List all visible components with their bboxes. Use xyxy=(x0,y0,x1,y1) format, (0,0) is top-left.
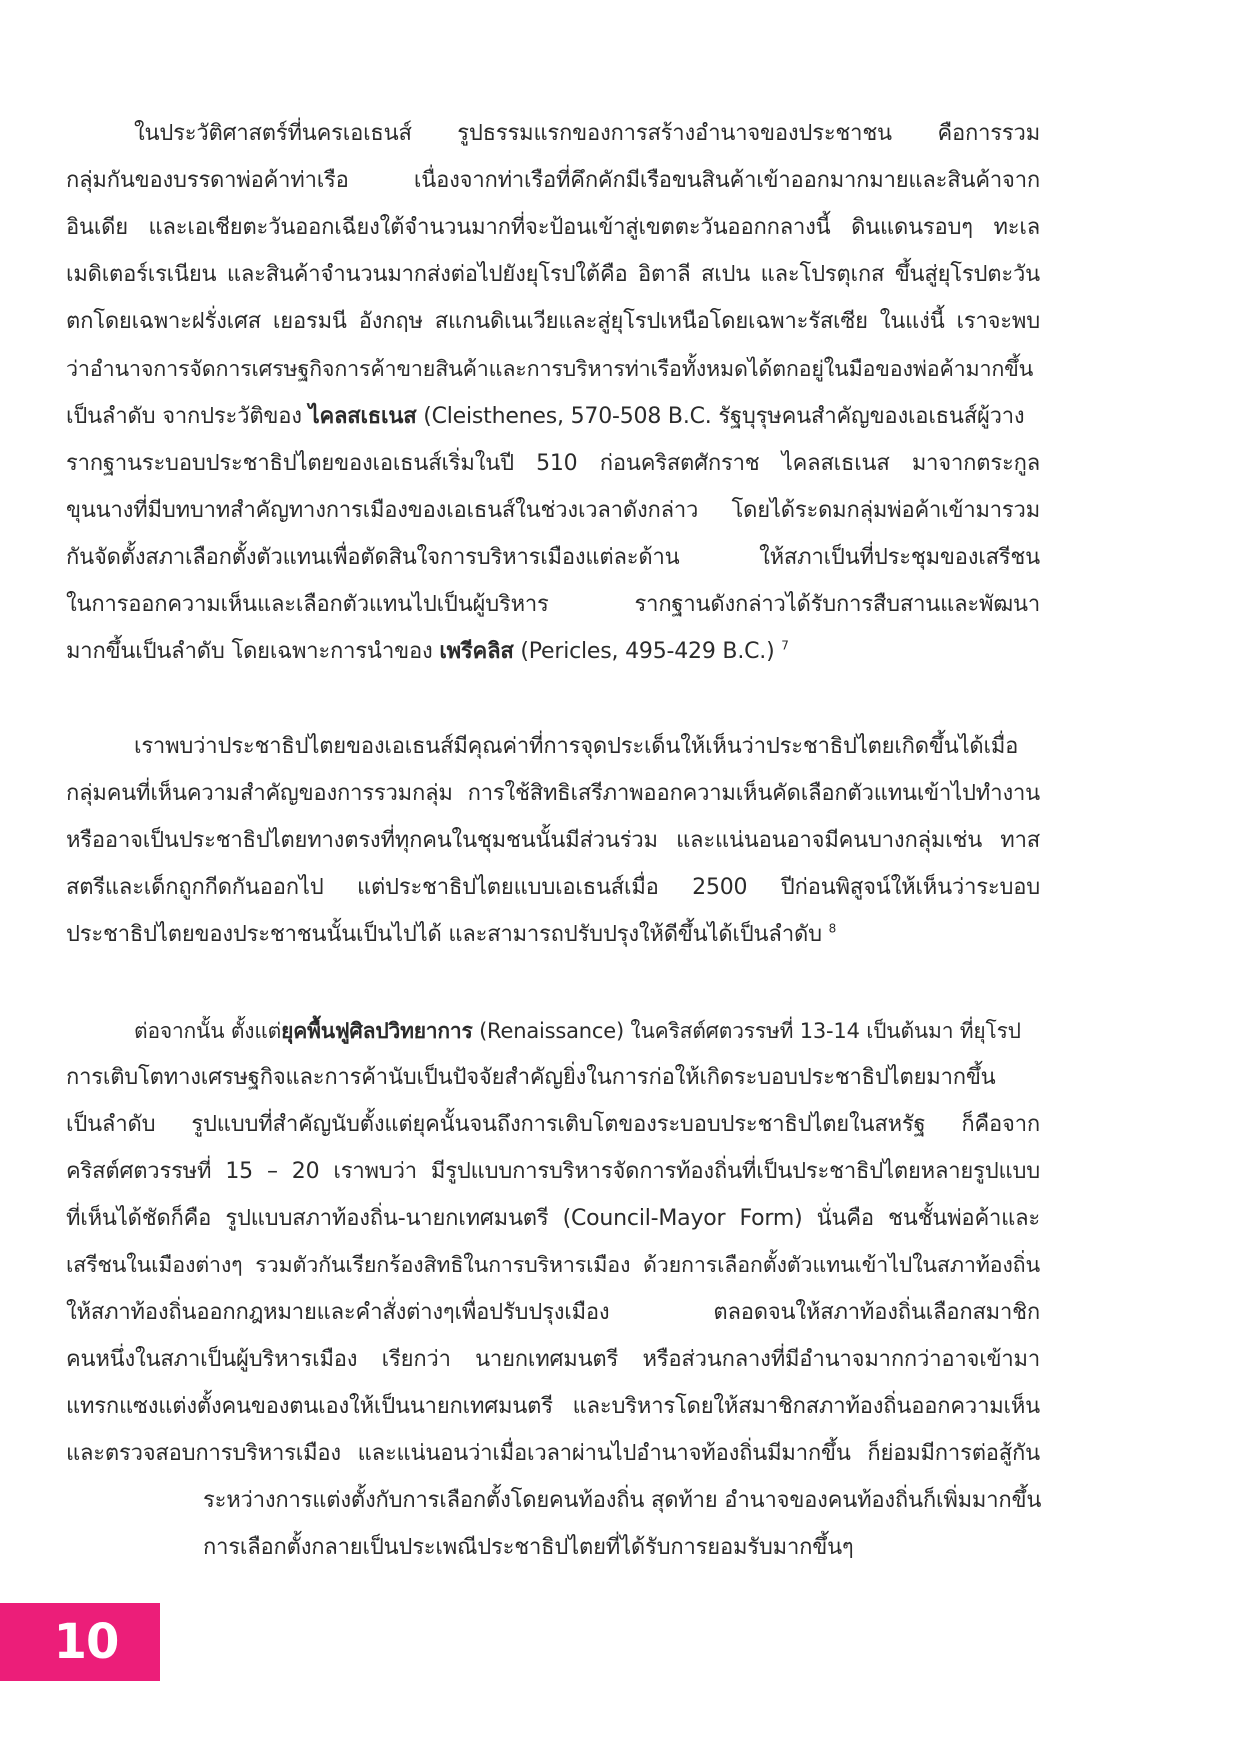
text-segment: (Cleisthenes, 570-508 B.C. รัฐบุรุษคนสำคัญของเอเธนส์ผู้วาง xyxy=(416,404,1025,429)
text-line: ว่าอำนาจการจัดการเศรษฐกิจการค้าขายสินค้าและการบริหารท่าเรือทั้งหมดได้ตกอยู่ในมือของพ่อค้ามากขึ้น xyxy=(66,357,1034,382)
text-line xyxy=(66,402,1040,432)
text-segment: (Pericles, 495-429 B.C.) xyxy=(513,639,775,664)
text-line xyxy=(66,920,1040,950)
text-segment: เป็นลำดับ จากประวัติของ xyxy=(66,404,309,429)
text-line: หรืออาจเป็นประชาธิปไตยทางตรงที่ทุกคนในชุมชนนั้นมีส่วนร่วม และแน่นอนอาจมีคนบางกลุ่มเช่น ทาส xyxy=(66,828,1040,853)
text-segment: (Renaissance) ในคริสต์ศตวรรษที่ 13-14 เป็นต้นมา ที่ยุโรป xyxy=(472,1019,1021,1043)
text-line xyxy=(134,1016,1040,1046)
text-segment: ประชาธิปไตยของประชาชนนั้นเป็นไปได้ และสามารถปรับปรุงให้ดีขึ้นได้เป็นลำดับ xyxy=(66,922,822,947)
text-line: อินเดีย และเอเชียตะวันออกเฉียงใต้จำนวนมากที่จะป้อนเข้าสู่เขตตะวันออกกลางนี้ ดินแดนรอบๆ ทะเล xyxy=(66,215,1040,240)
footnote-marker: 8 xyxy=(828,921,837,936)
text-line: สตรีและเด็กถูกกีดกันออกไป แต่ประชาธิปไตยแบบเอเธนส์เมื่อ 2500 ปีก่อนพิสูจน์ให้เห็นว่าระบอบ xyxy=(66,875,1040,900)
bold-term-cleisthenes: ไคลสเธเนส xyxy=(308,404,417,429)
text-line: ระหว่างการแต่งตั้งกับการเลือกตั้งโดยคนท้องถิ่น สุดท้าย อำนาจของคนท้องถิ่นก็เพิ่มมากขึ้น xyxy=(203,1488,1042,1513)
text-line: เสรีชนในเมืองต่างๆ รวมตัวกันเรียกร้องสิทธิในการบริหารเมือง ด้วยการเลือกตั้งตัวแทนเข้าไปในสภาท้องถิ่น xyxy=(66,1253,1040,1278)
text-line: ตกโดยเฉพาะฝรั่งเศส เยอรมนี อังกฤษ สแกนดิเนเวียและสู่ยุโรปเหนือโดยเฉพาะรัสเซีย ในแง่นี้ เราจะพบ xyxy=(66,309,1040,334)
text-line xyxy=(66,637,1040,667)
text-line: คนหนึ่งในสภาเป็นผู้บริหารเมือง เรียกว่า นายกเทศมนตรี หรือส่วนกลางที่มีอำนาจมากกว่าอาจเข้ามา xyxy=(66,1347,1040,1372)
text-line: ในประวัติศาสตร์ที่นครเอเธนส์ รูปธรรมแรกของการสร้างอำนาจของประชาชน คือการรวม xyxy=(134,121,1040,146)
text-segment: ต่อจากนั้น ตั้งแต่ xyxy=(134,1019,282,1043)
footnote-marker: 7 xyxy=(781,638,789,653)
bold-term-renaissance: ยุคพื้นฟูศิลปวิทยาการ xyxy=(281,1019,473,1043)
text-line: การเลือกตั้งกลายเป็นประเพณีประชาธิปไตยที่ได้รับการยอมรับมากขึ้นๆ xyxy=(203,1535,854,1560)
page-number-badge xyxy=(0,1603,160,1681)
text-line: ขุนนางที่มีบทบาทสำคัญทางการเมืองของเอเธนส์ในช่วงเวลาดังกล่าว โดยได้ระดมกลุ่มพ่อค้าเข้ามารวม xyxy=(66,498,1040,523)
text-line: คริสต์ศตวรรษที่ 15 – 20 เราพบว่า มีรูปแบบการบริหารจัดการท้องถิ่นที่เป็นประชาธิปไตยหลายรูปแบบ xyxy=(66,1159,1040,1184)
text-line: กลุ่มกันของบรรดาพ่อค้าท่าเรือ เนื่องจากท่าเรือที่คึกคักมีเรือขนสินค้าเข้าออกมากมายและสินค้าจาก xyxy=(66,168,1040,193)
text-line: และตรวจสอบการบริหารเมือง และแน่นอนว่าเมื่อเวลาผ่านไปอำนาจท้องถิ่นมีมากขึ้น ก็ย่อมมีการต่อสู้กัน xyxy=(66,1441,1040,1466)
text-segment: มากขึ้นเป็นลำดับ โดยเฉพาะการนำของ xyxy=(66,639,440,664)
text-line: กลุ่มคนที่เห็นความสำคัญของการรวมกลุ่ม การใช้สิทธิเสรีภาพออกความเห็นคัดเลือกตัวแทนเข้าไปทำงาน xyxy=(66,781,1040,806)
text-line: ให้สภาท้องถิ่นออกกฎหมายและคำสั่งต่างๆเพื่อปรับปรุงเมือง ตลอดจนให้สภาท้องถิ่นเลือกสมาชิก xyxy=(66,1300,1040,1325)
text-line: เราพบว่าประชาธิปไตยของเอเธนส์มีคุณค่าที่การจุดประเด็นให้เห็นว่าประชาธิปไตยเกิดขึ้นได้เมื่อ xyxy=(134,734,1019,759)
text-line: รากฐานระบอบประชาธิปไตยของเอเธนส์เริ่มในปี 510 ก่อนคริสตศักราช ไคลสเธเนส มาจากตระกูล xyxy=(66,451,1040,476)
text-line: กันจัดตั้งสภาเลือกตั้งตัวแทนเพื่อตัดสินใจการบริหารเมืองแต่ละด้าน ให้สภาเป็นที่ประชุมของเสรีชน xyxy=(66,545,1040,570)
text-line: ในการออกความเห็นและเลือกตัวแทนไปเป็นผู้บริหาร รากฐานดังกล่าวได้รับการสืบสานและพัฒนา xyxy=(66,592,1040,617)
text-line: เป็นลำดับ รูปแบบที่สำคัญนับตั้งแต่ยุคนั้นจนถึงการเติบโตของระบอบประชาธิปไตยในสหรัฐ ก็คือจาก xyxy=(66,1112,1040,1137)
text-line: แทรกแซงแต่งตั้งคนของตนเองให้เป็นนายกเทศมนตรี และบริหารโดยให้สมาชิกสภาท้องถิ่นออกความเห็น xyxy=(66,1394,1040,1419)
text-line: การเติบโตทางเศรษฐกิจและการค้านับเป็นปัจจัยสำคัญยิ่งในการก่อให้เกิดระบอบประชาธิปไตยมากขึ้น xyxy=(66,1065,996,1090)
page-number: 10 xyxy=(53,1614,119,1670)
bold-term-pericles: เพรีคลิส xyxy=(439,639,514,664)
text-line: เมดิเตอร์เรเนียน และสินค้าจำนวนมากส่งต่อไปยังยุโรปใต้คือ อิตาลี สเปน และโปรตุเกส ขึ้นสู่ยุโรปตะวัน xyxy=(66,262,1040,287)
text-line: ที่เห็นได้ชัดก็คือ รูปแบบสภาท้องถิ่น-นายกเทศมนตรี (Council-Mayor Form) นั่นคือ ชนชั้นพ่อค้าและ xyxy=(66,1206,1040,1231)
